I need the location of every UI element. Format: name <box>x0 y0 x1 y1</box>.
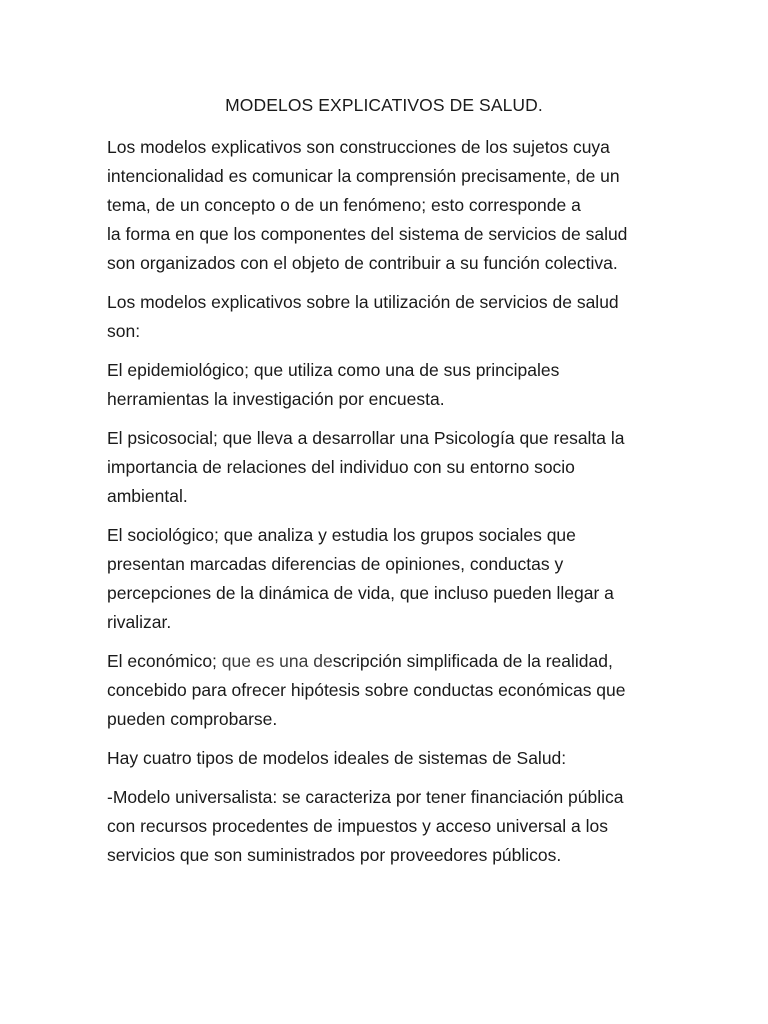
text-line: herramientas la investigación por encuesta. <box>107 389 445 409</box>
text-line: son: <box>107 321 141 341</box>
paragraph-system-types-intro <box>107 744 667 773</box>
text-line: ambiental. <box>107 486 188 506</box>
document-body <box>107 133 667 880</box>
text-line: importancia de relaciones del individuo con su entorno socio <box>107 457 575 477</box>
text-line: El psicosocial; que lleva a desarrollar una Psicología que resalta la <box>107 428 625 448</box>
paragraph-epidemiological <box>107 356 667 414</box>
text-line: El epidemiológico; que utiliza como una de sus principales <box>107 360 560 380</box>
text-fragment: scripción simplificada de la realidad, <box>332 651 613 671</box>
text-line: tema, de un concepto o de un fenómeno; esto corresponde a <box>107 195 581 215</box>
text-line: rivalizar. <box>107 612 172 632</box>
text-line: la forma en que los componentes del sistema de servicios de salud <box>107 224 628 244</box>
paragraph-universalist-model <box>107 783 667 870</box>
paragraph-economic <box>107 647 667 734</box>
paragraph-sociological <box>107 521 667 637</box>
text-line: concebido para ofrecer hipótesis sobre conductas económicas que <box>107 680 626 700</box>
text-line: -Modelo universalista: se caracteriza por tener financiación pública <box>107 787 624 807</box>
text-line: intencionalidad es comunicar la comprensión precisamente, de un <box>107 166 620 186</box>
text-line: Los modelos explicativos sobre la utilización de servicios de salud <box>107 292 619 312</box>
text-line: El sociológico; que analiza y estudia los grupos sociales que <box>107 525 576 545</box>
paragraph-psychosocial <box>107 424 667 511</box>
text-line: Los modelos explicativos son construcciones de los sujetos cuya <box>107 137 610 157</box>
text-line: pueden comprobarse. <box>107 709 278 729</box>
text-line: son organizados con el objeto de contribuir a su función colectiva. <box>107 253 618 273</box>
document-title: MODELOS EXPLICATIVOS DE SALUD. <box>225 95 543 115</box>
text-line: servicios que son suministrados por proveedores públicos. <box>107 845 562 865</box>
paragraph-models-list-intro <box>107 288 667 346</box>
text-line <box>107 647 667 676</box>
text-line: Hay cuatro tipos de modelos ideales de sistemas de Salud: <box>107 748 567 768</box>
paragraph-intro <box>107 133 667 278</box>
text-line: con recursos procedentes de impuestos y acceso universal a los <box>107 816 608 836</box>
text-fragment: El económico; <box>107 651 222 671</box>
text-fragment-muted: que es una de <box>221 651 333 671</box>
text-line: presentan marcadas diferencias de opiniones, conductas y <box>107 554 564 574</box>
text-line: percepciones de la dinámica de vida, que incluso pueden llegar a <box>107 583 614 603</box>
